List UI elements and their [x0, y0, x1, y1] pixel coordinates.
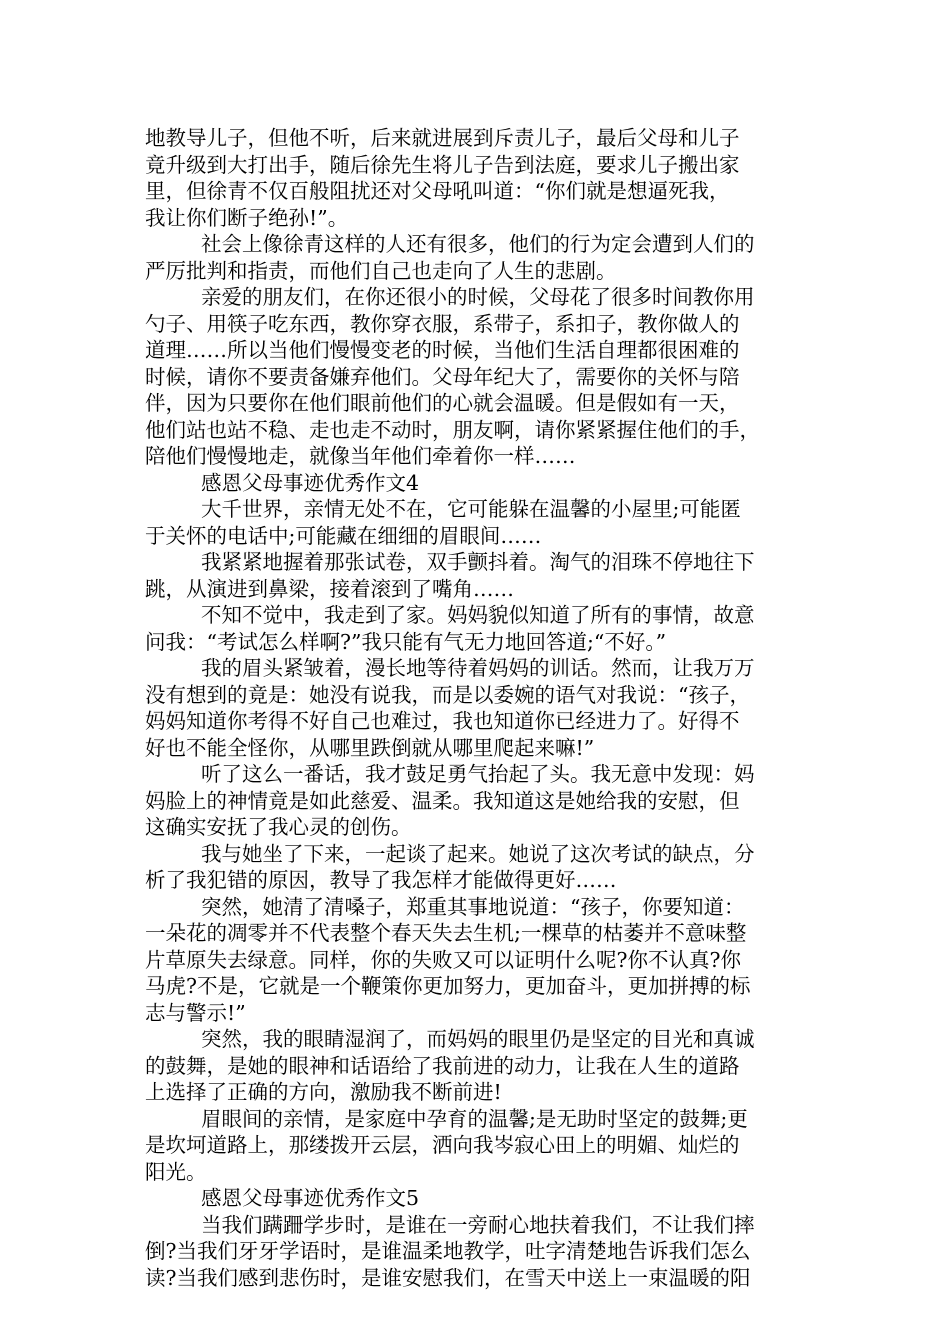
text-line: 读?当我们感到悲伤时，是谁安慰我们，在雪天中送上一束温暖的阳: [145, 1265, 751, 1290]
text-line: 析了我犯错的原因，教导了我怎样才能做得更好……: [145, 868, 617, 892]
text-line: 好也不能全怪你，从哪里跌倒就从哪里爬起来嘛!”: [145, 735, 595, 760]
text-line: 于关怀的电话中;可能藏在细细的眉眼间……: [145, 523, 542, 548]
text-line: 没有想到的竟是：她没有说我，而是以委婉的语气对我说：“孩子，: [145, 682, 750, 707]
text-line: 上选择了正确的方向，激励我不断前进!: [145, 1080, 502, 1104]
text-line: 妈脸上的神情竟是如此慈爱、温柔。我知道这是她给我的安慰，但: [145, 788, 740, 813]
text-line: 一朵花的凋零并不代表整个春天失去生机;一棵草的枯萎并不意味整: [145, 921, 747, 945]
text-line: 志与警示!”: [145, 1000, 246, 1025]
text-line: 严厉批判和指责，而他们自己也走向了人生的悲剧。: [145, 258, 617, 283]
text-line: 当我们蹒跚学步时，是谁在一旁耐心地扶着我们，不让我们摔: [201, 1212, 755, 1237]
text-line: 里，但徐青不仅百般阻扰还对父母吼叫道：“你们就是想逼死我，: [145, 179, 730, 203]
text-line: 大千世界，亲情无处不在，它可能躲在温馨的小屋里;可能匿: [201, 497, 741, 521]
text-line: 这确实安抚了我心灵的创伤。: [145, 815, 412, 839]
document-body: [145, 125, 810, 1291]
text-line: 我的眉头紧皱着，漫长地等待着妈妈的训话。然而，让我万万: [201, 656, 755, 680]
text-line: 感恩父母事迹优秀作文4: [201, 470, 420, 495]
text-line: 竟升级到大打出手，随后徐先生将儿子告到法庭，要求儿子搬出家: [145, 152, 740, 177]
text-line: 倒?当我们牙牙学语时，是谁温柔地教学，吐字清楚地告诉我们怎么: [145, 1239, 751, 1263]
text-line: 感恩父母事迹优秀作文5: [201, 1186, 420, 1210]
text-line: 片草原失去绿意。同样，你的失败又可以证明什么呢?你不认真?你: [145, 947, 741, 972]
text-line: 不知不觉中，我走到了家。妈妈貌似知道了所有的事情，故意: [201, 603, 755, 627]
text-line: 马虎?不是，它就是一个鞭策你更加努力，更加奋斗，更加拼搏的标: [145, 974, 751, 998]
text-line: 阳光。: [145, 1159, 207, 1184]
text-line: 勺子、用筷子吃东西，教你穿衣服，系带子，系扣子，教你做人的: [145, 311, 740, 336]
text-line: 妈妈知道你考得不好自己也难过，我也知道你已经进力了。好得不: [145, 709, 740, 733]
text-line: 道理……所以当他们慢慢变老的时候，当他们生活自理都很困难的: [145, 338, 740, 362]
text-line: 时候，请你不要责备嫌弃他们。父母年纪大了，需要你的关怀与陪: [145, 364, 740, 389]
text-line: 我与她坐了下来，一起谈了起来。她说了这次考试的缺点，分: [201, 841, 755, 866]
text-line: 听了这么一番话，我才鼓足勇气抬起了头。我无意中发现：妈: [201, 762, 755, 786]
text-line: 问我：“考试怎么样啊?”我只能有气无力地回答道;“不好。”: [145, 629, 667, 654]
text-line: 亲爱的朋友们，在你还很小的时候，父母花了很多时间教你用: [201, 285, 755, 309]
text-line: 突然，她清了清嗓子，郑重其事地说道：“孩子，你要知道：: [201, 894, 745, 919]
text-line: 是坎坷道路上，那缕拨开云层，洒向我岑寂心田上的明媚、灿烂的: [145, 1133, 740, 1157]
text-line: 社会上像徐青这样的人还有很多，他们的行为定会遭到人们的: [201, 232, 755, 256]
text-line: 眉眼间的亲情，是家庭中孕育的温馨;是无助时坚定的鼓舞;更: [201, 1106, 748, 1131]
text-line: 我紧紧地握着那张试卷，双手颤抖着。淘气的泪珠不停地往下: [201, 550, 755, 574]
text-line: 跳，从演进到鼻梁，接着滚到了嘴角……: [145, 576, 514, 601]
text-line: 突然，我的眼睛湿润了，而妈妈的眼里仍是坚定的目光和真诚: [201, 1027, 755, 1051]
text-line: 地教导儿子，但他不听，后来就进展到斥责儿子，最后父母和儿子: [145, 126, 740, 150]
text-line: 的鼓舞，是她的眼神和话语给了我前进的动力，让我在人生的道路: [145, 1053, 740, 1078]
text-line: 我让你们断子绝孙!”。: [145, 205, 349, 230]
text-line: 陪他们慢慢地走，就像当年他们牵着你一样……: [145, 444, 576, 468]
text-line: 伴，因为只要你在他们眼前他们的心就会温暖。但是假如有一天，: [145, 391, 740, 415]
text-line: 他们站也站不稳、走也走不动时，朋友啊，请你紧紧握住他们的手，: [145, 417, 760, 442]
